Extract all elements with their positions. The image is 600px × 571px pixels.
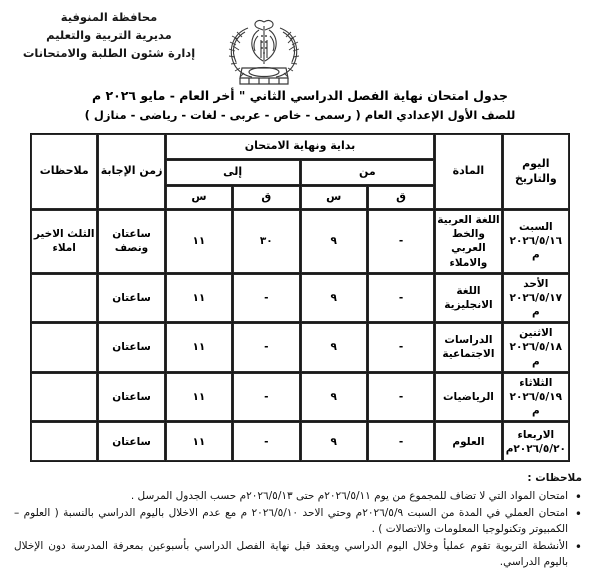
cell-from-hour: ٩	[301, 274, 367, 323]
cell-to-minute: -	[233, 274, 299, 323]
col-header-from-hour: س	[301, 186, 367, 209]
cell-day-date: الأحد ٢٠٢٦/٥/١٧ م	[503, 274, 569, 323]
col-header-notes: ملاحظات	[31, 134, 97, 209]
col-header-subject: المادة	[435, 134, 501, 209]
col-header-to-minute: ق	[233, 186, 299, 209]
page-subtitle: للصف الأول الإعدادي العام ( رسمى - خاص - عربى - لغات - رياضى - منازل )	[84, 108, 516, 122]
title-block	[0, 88, 600, 122]
col-header-answer-time: زمن الإجابة	[98, 134, 164, 209]
table-row	[31, 274, 569, 323]
governorate-line: محافظة المنوفية	[60, 10, 158, 24]
cell-answer-time: ساعتان	[98, 373, 164, 422]
col-header-from-minute: ق	[368, 186, 434, 209]
schedule-table-container	[30, 133, 570, 462]
col-header-from: من	[301, 160, 435, 185]
cell-from-hour: ٩	[301, 422, 367, 461]
table-row	[31, 422, 569, 461]
col-header-to-hour: س	[166, 186, 232, 209]
eagle-of-saladin-emblem-icon	[218, 6, 310, 90]
cell-day-date: السبت ٢٠٢٦/٥/١٦ م	[503, 210, 569, 273]
cell-day-date: الاثنين ٢٠٢٦/٥/١٨ م	[503, 323, 569, 372]
document-masthead	[0, 0, 600, 86]
department-line: إدارة شئون الطلبة والامتحانات	[22, 46, 196, 61]
cell-to-minute: -	[233, 323, 299, 372]
table-row	[31, 210, 569, 273]
cell-from-minute: -	[368, 210, 434, 273]
cell-to-hour: ١١	[166, 422, 232, 461]
notes-list	[14, 489, 586, 571]
cell-from-minute: -	[368, 373, 434, 422]
cell-to-hour: ١١	[166, 210, 232, 273]
cell-to-hour: ١١	[166, 373, 232, 422]
cell-to-minute: -	[233, 373, 299, 422]
cell-from-minute: -	[368, 323, 434, 372]
note-item: • امتحان المواد التي لا تضاف للمجموع من يوم ٢٠٢٦/٥/١١م حتى ٢٠٢٦/٥/١٣م حسب الجدول المرسل .	[14, 489, 586, 505]
exam-schedule-table	[30, 133, 570, 462]
cell-from-hour: ٩	[301, 323, 367, 372]
cell-to-minute: ٣٠	[233, 210, 299, 273]
table-header	[31, 134, 569, 209]
cell-subject: الدراسات الاجتماعية	[435, 323, 501, 372]
page-title: جدول امتحان نهاية الفصل الدراسي الثاني " أخر العام - مايو ٢٠٢٦ م	[92, 88, 508, 103]
cell-day-date: الاربعاء ٢٠٢٦/٥/٢٠م	[503, 422, 569, 461]
cell-subject: العلوم	[435, 422, 501, 461]
cell-from-minute: -	[368, 422, 434, 461]
cell-notes	[31, 274, 97, 323]
cell-from-minute: -	[368, 274, 434, 323]
col-header-exam-span: بداية ونهاية الامتحان	[166, 134, 435, 159]
cell-to-minute: -	[233, 422, 299, 461]
cell-day-date: الثلاثاء ٢٠٢٦/٥/١٩ م	[503, 373, 569, 422]
cell-from-hour: ٩	[301, 210, 367, 273]
table-row	[31, 373, 569, 422]
cell-notes	[31, 422, 97, 461]
notes-heading: ملاحظات :	[527, 472, 582, 485]
col-header-day-date: اليوم والتاريخ	[503, 134, 569, 209]
cell-subject: اللغة الانجليزية	[435, 274, 501, 323]
cell-from-hour: ٩	[301, 373, 367, 422]
note-item: • الأنشطة التربوية تقوم عمليأ وخلال اليوم الدراسي ويعقد قبل نهاية الفصل الدراسي بأسبوعين بمعرفة المدرسة دون الإخلال باليوم الدراسي.	[14, 539, 586, 571]
cell-answer-time: ساعتان	[98, 323, 164, 372]
notes-section	[14, 471, 586, 571]
cell-answer-time: ساعتان ونصف	[98, 210, 164, 273]
cell-to-hour: ١١	[166, 323, 232, 372]
cell-to-hour: ١١	[166, 274, 232, 323]
col-header-to: إلى	[166, 160, 300, 185]
table-row	[31, 323, 569, 372]
directorate-line: مديرية التربية والتعليم	[46, 28, 172, 43]
cell-subject: الرياضيات	[435, 373, 501, 422]
organization-heading	[0, 6, 218, 62]
table-body	[31, 210, 569, 461]
note-item: • امتحان العملي في المدة من السبت ٢٠٢٦/٥/٩م وحتي الاحد ٢٠٢٦/٥/١٠ م مع عدم الاخلال باليوم الدراسي بالنسبة ( العلوم – الكمبيوتر وتكنولوجيا المعلومات والاتصالات ) .	[14, 506, 586, 538]
cell-notes: الثلث الاخير املاء	[31, 210, 97, 273]
cell-answer-time: ساعتان	[98, 422, 164, 461]
cell-answer-time: ساعتان	[98, 274, 164, 323]
cell-notes	[31, 323, 97, 372]
cell-subject: اللغة العربية والخط العربي والاملاء	[435, 210, 501, 273]
cell-notes	[31, 373, 97, 422]
